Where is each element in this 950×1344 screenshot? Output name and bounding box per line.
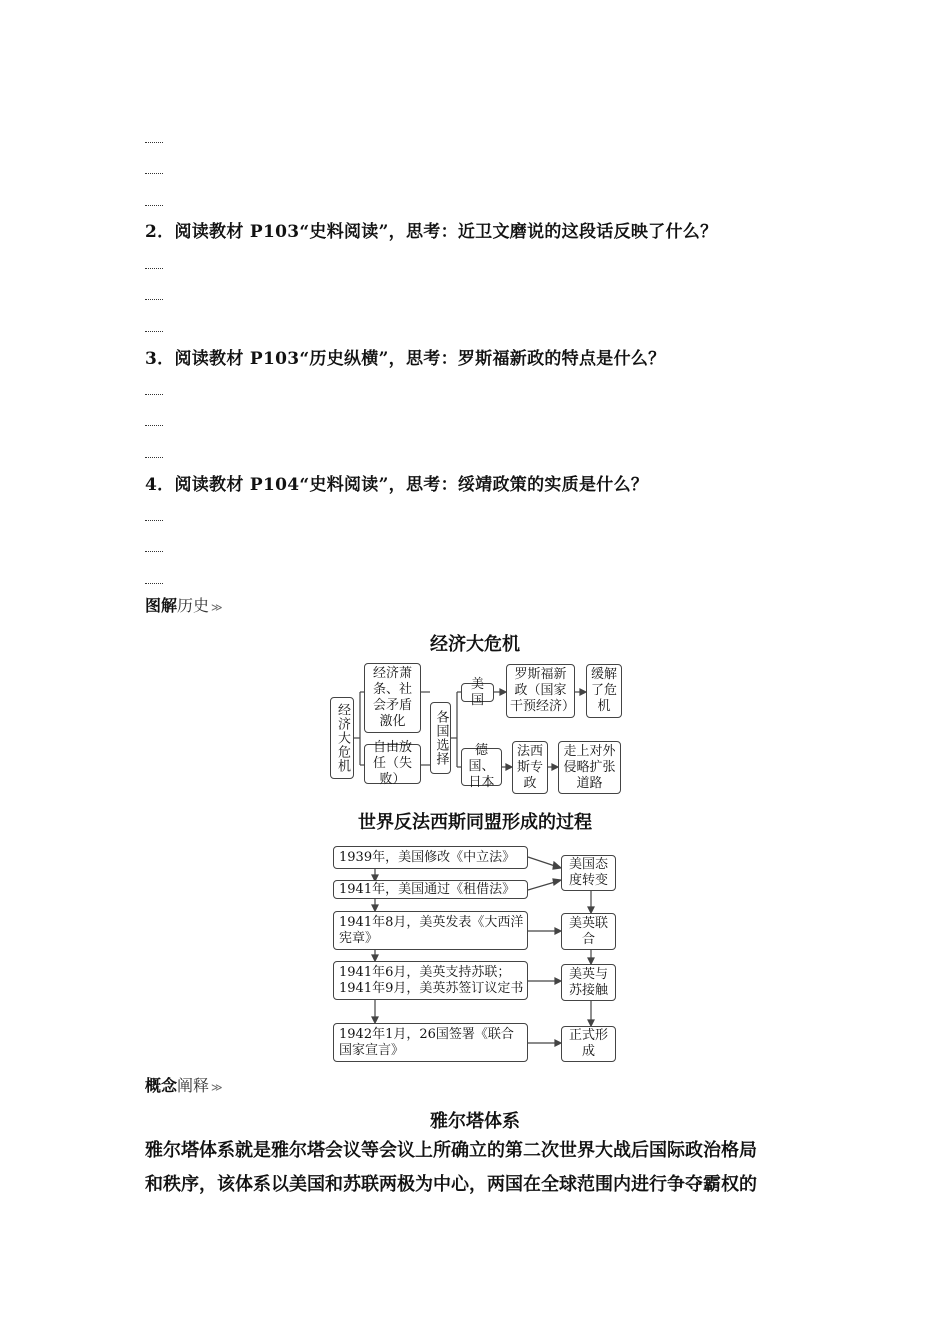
section-heading-concept bbox=[145, 1073, 223, 1096]
diagram2-event-box: 1942年1月，26国签署《联合国家宣言》 bbox=[333, 1023, 528, 1062]
concept-paragraph bbox=[145, 1134, 810, 1202]
diagram1-result2-box: 走上对外侵略扩张道路 bbox=[558, 741, 621, 794]
question-number: 2． bbox=[145, 222, 175, 242]
diagram2-event-box: 1941年8月，美英发表《大西洋宪章》 bbox=[333, 911, 528, 950]
diagram1-path1-box: 罗斯福新政（国家干预经济） bbox=[506, 664, 575, 718]
chevron-down-icon: ≫ bbox=[211, 1081, 223, 1094]
concept-title: 雅尔塔体系 bbox=[430, 1111, 520, 1132]
diagram2-result-box: 美英联合 bbox=[561, 913, 616, 950]
question-number: 4． bbox=[145, 475, 175, 495]
diagram1-title: 经济大危机 bbox=[430, 634, 520, 655]
diagram1-country1-box: 美国 bbox=[461, 683, 494, 702]
concept-paragraph-line: 雅尔塔体系就是雅尔塔会议等会议上所确立的第二次世界大战后国际政治格局 bbox=[145, 1140, 757, 1161]
diagram2-event-box: 1939年，美国修改《中立法》 bbox=[333, 846, 528, 869]
diagram1-root-box: 经济大危机 bbox=[330, 697, 354, 779]
diagram1-result1-box: 缓解了危机 bbox=[586, 664, 622, 718]
diagram1-path2-box: 法西斯专政 bbox=[512, 741, 548, 794]
diagram2-result-box: 正式形成 bbox=[561, 1026, 616, 1062]
diagram2-event-box: 1941年，美国通过《租借法》 bbox=[333, 880, 528, 899]
diagram1-cause1-box: 经济萧条、社会矛盾激化 bbox=[364, 663, 421, 733]
diagram2-title: 世界反法西斯同盟形成的过程 bbox=[358, 812, 592, 833]
diagram2-event-box: 1941年6月，美英支持苏联；1941年9月，美英苏签订议定书 bbox=[333, 961, 528, 1000]
diagram2-result-box: 美英与苏接触 bbox=[561, 964, 616, 1001]
section-heading-light: 历史 bbox=[177, 596, 210, 615]
section-heading-bold: 图解 bbox=[145, 596, 178, 615]
question-text: 阅读教材 P103“史料阅读”，思考：近卫文磨说的这段话反映了什么？ bbox=[174, 222, 718, 242]
question-number: 3． bbox=[145, 349, 175, 369]
concept-paragraph-line: 和秩序，该体系以美国和苏联两极为中心，两国在全球范围内进行争夺霸权的 bbox=[145, 1174, 757, 1195]
diagram1-choice-box: 各国选择 bbox=[430, 702, 451, 774]
diagram1-cause2-box: 自由放任（失败） bbox=[364, 744, 421, 784]
diagram1-country2-box: 德国、日本 bbox=[461, 748, 502, 786]
section-heading-light: 阐释 bbox=[177, 1076, 210, 1095]
chevron-down-icon: ≫ bbox=[211, 601, 223, 614]
diagram2-result-box: 美国态度转变 bbox=[561, 855, 616, 891]
section-heading-bold: 概念 bbox=[145, 1076, 178, 1095]
question-text: 阅读教材 P104“史料阅读”，思考：绥靖政策的实质是什么？ bbox=[174, 475, 649, 495]
question-text: 阅读教材 P103“历史纵横”，思考：罗斯福新政的特点是什么？ bbox=[174, 349, 666, 369]
